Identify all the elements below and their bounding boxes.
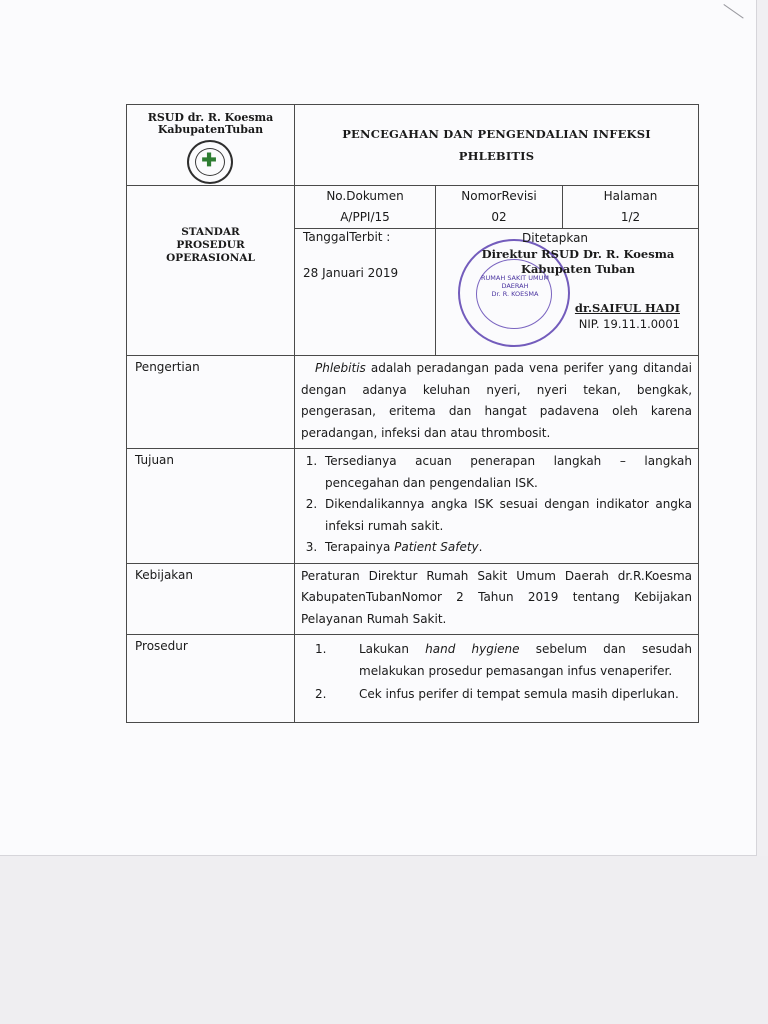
revision-label: NomorRevisi xyxy=(461,189,537,203)
page-label: Halaman xyxy=(603,189,658,203)
list-item: 1. Lakukan hand hygiene sebelum dan sesudah melakukan prosedur pemasangan infus venaperifer. xyxy=(315,642,693,678)
list-item: 2. Dikendalikannya angka ISK sesuai dengan indikator angka infeksi rumah sakit. xyxy=(321,494,692,537)
revision-value: 02 xyxy=(491,210,507,224)
pengertian-content: Phlebitis adalah peradangan pada vena perifer yang ditandai dengan adanya keluhan nyeri, nyeri tekan, bengkak, pengerasan, eritema dan hangat padavena oleh karena peradangan, infeksi dan atau thrombosit. xyxy=(295,356,699,449)
kebijakan-label: Kebijakan xyxy=(127,563,295,635)
sop-table xyxy=(126,104,699,723)
scan-background xyxy=(0,856,768,1024)
issue-date-label: TanggalTerbit : xyxy=(303,230,391,244)
revision-cell xyxy=(436,186,563,229)
pengertian-label: Pengertian xyxy=(127,356,295,449)
issue-date-value: 28 Januari 2019 xyxy=(303,266,399,280)
kebijakan-content: Peraturan Direktur Rumah Sakit Umum Daerah dr.R.Koesma KabupatenTubanNomor 2 Tahun 2019 tentang Kebijakan Pelayanan Rumah Sakit. xyxy=(295,563,699,635)
prosedur-content xyxy=(295,635,699,723)
page-corner xyxy=(710,4,744,38)
list-item: 3. Terapainya Patient Safety. xyxy=(321,537,692,559)
list-item: 1. Tersedianya acuan penerapan langkah – langkah pencegahan dan pengendalian ISK. xyxy=(321,451,692,494)
approval-cell xyxy=(436,229,699,356)
sop-type-label: STANDAR PROSEDUR OPERASIONAL xyxy=(127,186,295,356)
director-title: Direktur RSUD Dr. R. Koesma Kabupaten Tuban xyxy=(481,247,675,276)
doc-number-label: No.Dokumen xyxy=(326,189,404,203)
hospital-name: RSUD dr. R. Koesma KabupatenTuban xyxy=(147,111,274,136)
page-value: 1/2 xyxy=(620,210,641,224)
issue-date-cell xyxy=(295,229,436,356)
document-title: PENCEGAHAN DAN PENGENDALIAN INFEKSI PHLEBITIS xyxy=(342,127,651,163)
tujuan-content xyxy=(295,449,699,564)
doc-number-value: A/PPI/15 xyxy=(340,210,390,224)
stamp-text: RUMAH SAKIT UMUM DAERAH Dr. R. KOESMA xyxy=(481,274,549,298)
prosedur-label: Prosedur xyxy=(127,635,295,723)
hospital-logo: ✚ xyxy=(178,140,244,184)
set-by-label: Ditetapkan xyxy=(522,231,589,245)
signer-nip: NIP. 19.11.1.0001 xyxy=(578,317,680,331)
tujuan-label: Tujuan xyxy=(127,449,295,564)
list-item: 2. Cek infus perifer di tempat semula masih diperlukan. xyxy=(315,687,679,701)
hospital-cell xyxy=(127,105,295,186)
page-cell xyxy=(563,186,699,229)
title-cell xyxy=(295,105,699,186)
signer-name: dr.SAIFUL HADI xyxy=(574,301,680,315)
doc-number-cell xyxy=(295,186,436,229)
